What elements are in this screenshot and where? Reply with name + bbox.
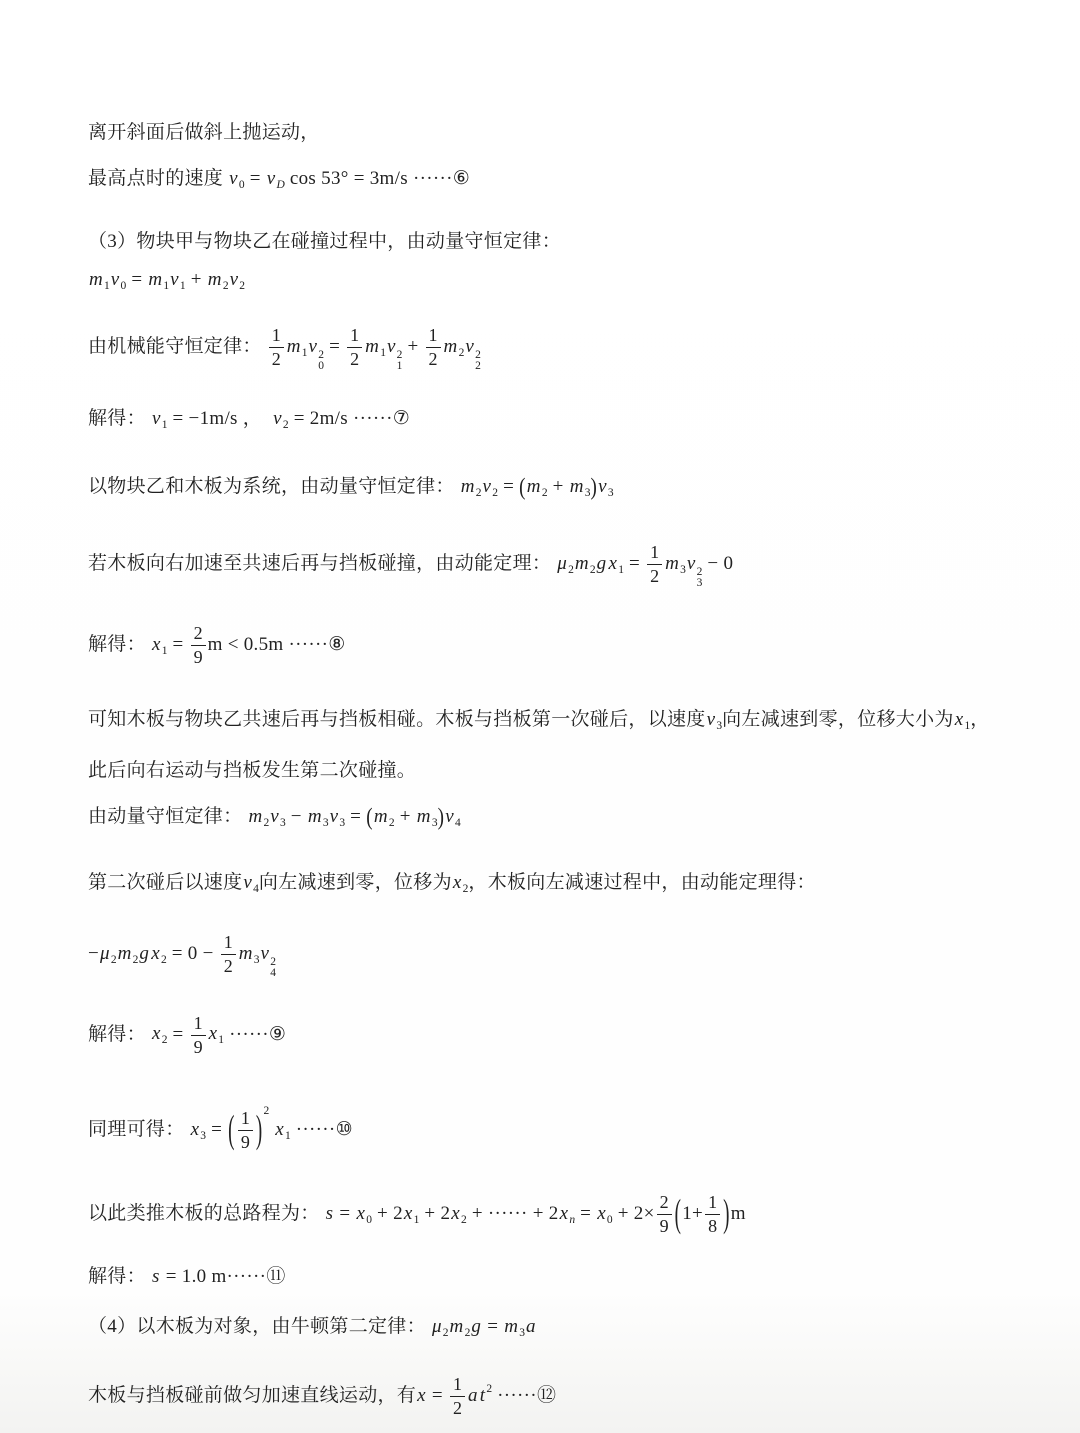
solution-line-10: 可知木板与物块乙共速后再与挡板相碰。木板与挡板第一次碰后，以速度$v_3$向左减速到零，位移大小为$x_1$， [88, 708, 990, 732]
solution-line-7: 以物块乙和木板为系统，由动量守恒定律： $m_2v_2 = (m_2 + m_3)v_3$ [88, 473, 614, 502]
solution-line-19: （4）以木板为对象，由牛顿第二定律： $\mu_2m_2g = m_3a$ [88, 1315, 536, 1339]
solution-line-16: 同理可得： $x_3$ = ( $\frac{1}{9}$ )$^2$ $x_1$ ······⑩ [88, 1104, 353, 1152]
solution-line-6: 解得： $v_1 = -1m/s$ ， $v_2 = 2m/s$ ······⑦ [88, 407, 411, 431]
solution-line-8: 若木板向右加速至共速后再与挡板碰撞，由动能定理： $\mu_2m_2g$ $x_1$ = $\frac{1}{2}$ $m_3v$ 2 3 − 0 [88, 541, 734, 589]
solution-line-12: 由动量守恒定律： $m_2v_3 - m_3v_3 = (m_2 + m_3)v_4$ [88, 803, 461, 832]
solution-line-14: $-\mu_2m_2g$ $x_2 = 0$ − $\frac{1}{2}$ $m_3v$ 2 4 [88, 931, 276, 979]
solution-line-18: 解得： s = 1.0 m······⑪ [88, 1265, 286, 1287]
solution-line-15: 解得： $x_2$ = $\frac{1}{9}$ $x_1$ ······⑨ [88, 1012, 287, 1057]
solution-line-9: 解得： $x_1$ = $\frac{2}{9}$ m < 0.5m ······⑧ [88, 622, 346, 667]
solution-line-20: 木板与挡板碰前做匀加速直线运动，有x = $\frac{1}{2}$ a $t^2$ ······⑫ [88, 1373, 557, 1418]
solution-line-1: 离开斜面后做斜上抛运动， [88, 122, 320, 143]
solution-line-17: 以此类推木板的总路程为： $s = x_0 + 2x_1 + 2x_2$ + ······ + $2x_n = x_0 + 2\times$ $\frac{2}{9}$ (1+ $\frac{1}{8}$ )m [88, 1191, 746, 1236]
solution-line-5: 由机械能守恒定律： $\frac{1}{2}$ $m_1v$ 2 0 = $\frac{1}{2}$ $m_1v$ 2 1 + $\frac{1}{2}$ $m_2v$ 2 2 [88, 325, 481, 372]
solution-line-2: 最高点时的速度 $v_0 = v_D$ cos 53° = 3m/s ······⑥ [88, 168, 471, 191]
solution-line-11: 此后向右运动与挡板发生第二次碰撞。 [88, 759, 417, 781]
solution-line-4: $m_1v_0 = m_1v_1 + m_2v_2$ [89, 269, 246, 292]
solution-line-3: （3）物块甲与物块乙在碰撞过程中，由动量守恒定律： [88, 231, 562, 252]
solution-line-13: 第二次碰后以速度$v_4$向左减速到零，位移为$x_2$，木板向左减速过程中，由动能定理得： [88, 871, 816, 895]
